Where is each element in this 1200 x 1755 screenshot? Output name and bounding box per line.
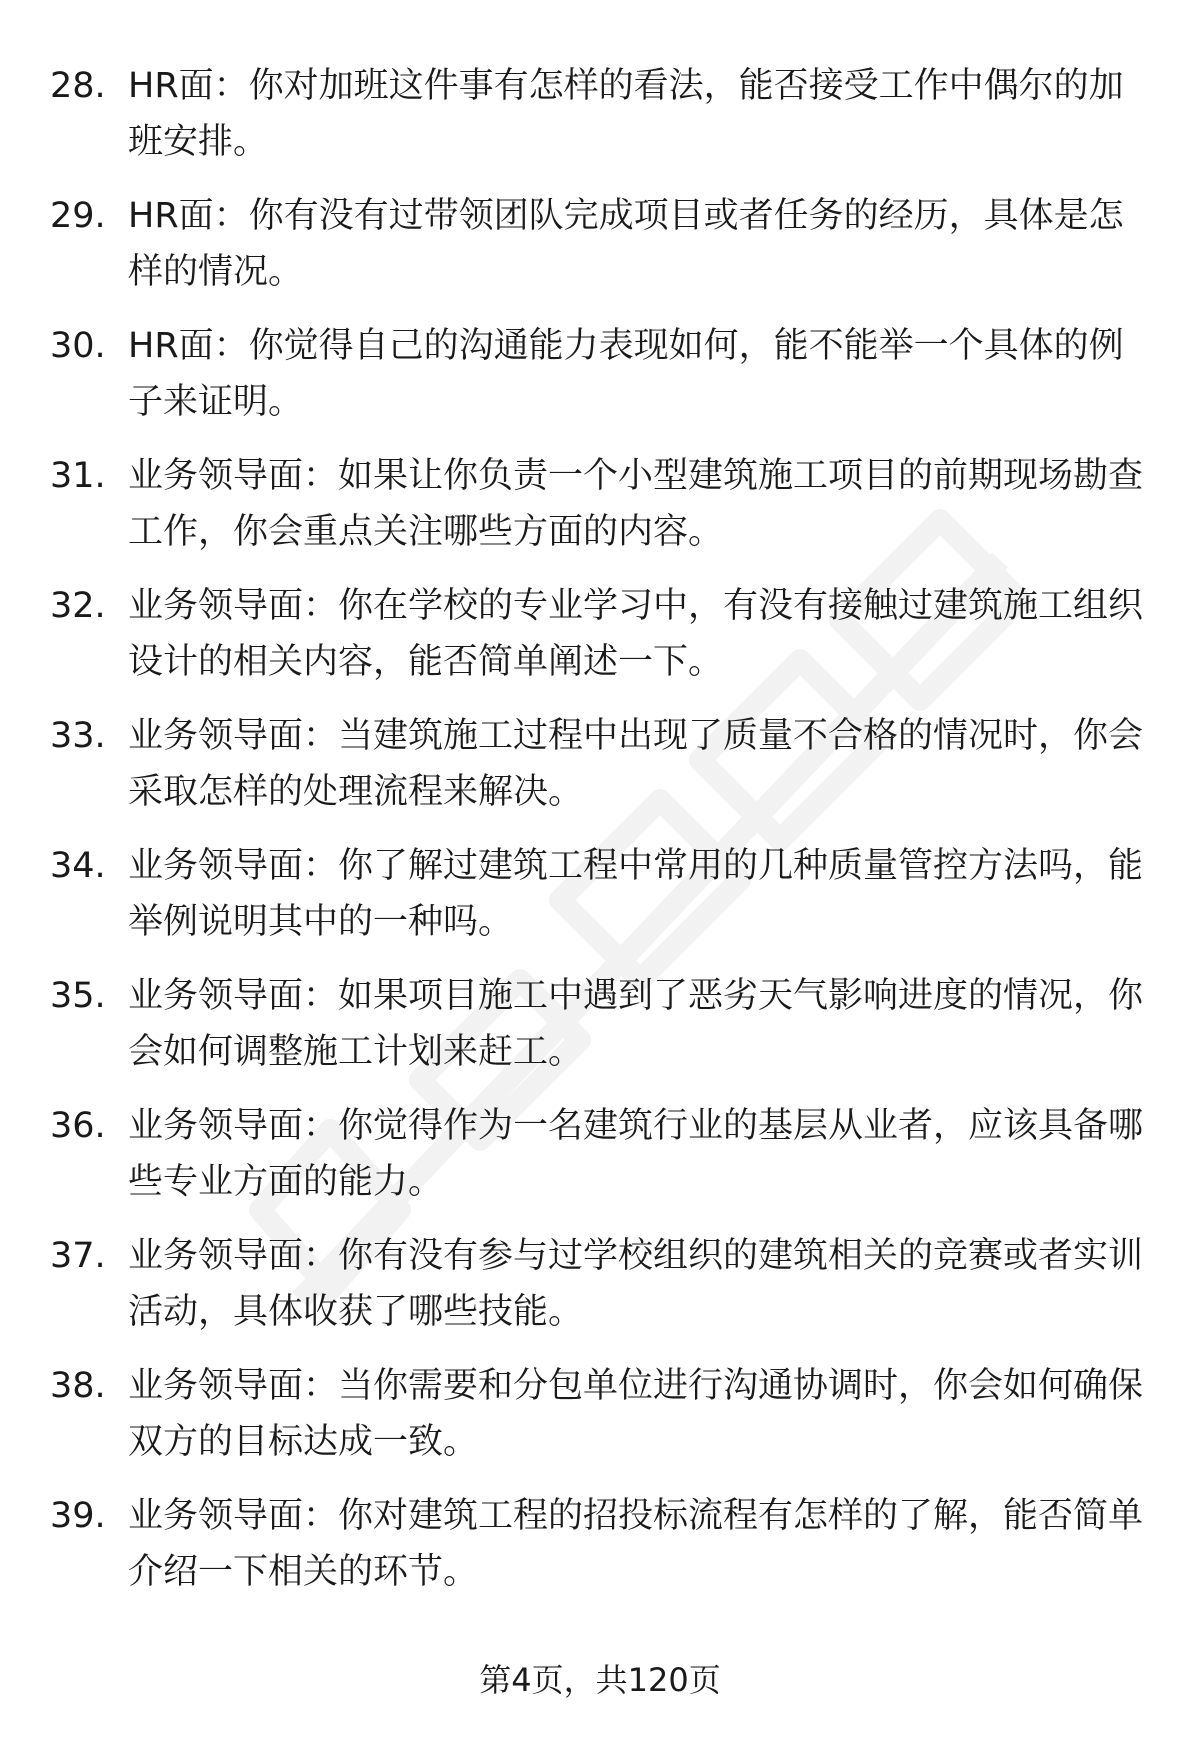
question-number: 36. xyxy=(50,1106,106,1146)
question-item xyxy=(0,838,1200,968)
question-number: 31. xyxy=(50,456,106,496)
question-number: 28. xyxy=(50,66,106,106)
question-text: HR面：你对加班这件事有怎样的看法，能否接受工作中偶尔的加班安排。 xyxy=(128,66,1124,162)
page-footer: 第4页，共120页 xyxy=(479,1661,721,1699)
question-item xyxy=(0,448,1200,578)
question-number: 35. xyxy=(50,976,106,1016)
question-item xyxy=(0,188,1200,318)
question-list xyxy=(0,58,1200,1618)
question-item xyxy=(0,58,1200,188)
question-item xyxy=(0,968,1200,1098)
question-text: 业务领导面：如果让你负责一个小型建筑施工项目的前期现场勘查工作，你会重点关注哪些方面的内容。 xyxy=(128,456,1144,552)
question-text: 业务领导面：当建筑施工过程中出现了质量不合格的情况时，你会采取怎样的处理流程来解决。 xyxy=(128,716,1144,812)
question-item xyxy=(0,1488,1200,1618)
question-number: 39. xyxy=(50,1496,106,1536)
question-text: HR面：你觉得自己的沟通能力表现如何，能不能举一个具体的例子来证明。 xyxy=(128,326,1124,422)
question-text: 业务领导面：如果项目施工中遇到了恶劣天气影响进度的情况，你会如何调整施工计划来赶工。 xyxy=(128,976,1144,1072)
question-item xyxy=(0,1228,1200,1358)
question-text: 业务领导面：当你需要和分包单位进行沟通协调时，你会如何确保双方的目标达成一致。 xyxy=(128,1366,1144,1462)
question-item xyxy=(0,1098,1200,1228)
question-text: 业务领导面：你觉得作为一名建筑行业的基层从业者，应该具备哪些专业方面的能力。 xyxy=(128,1106,1144,1202)
question-number: 37. xyxy=(50,1236,106,1276)
question-item xyxy=(0,578,1200,708)
question-text: 业务领导面：你对建筑工程的招投标流程有怎样的了解，能否简单介绍一下相关的环节。 xyxy=(128,1496,1144,1592)
question-text: 业务领导面：你有没有参与过学校组织的建筑相关的竞赛或者实训活动，具体收获了哪些技能。 xyxy=(128,1236,1144,1332)
question-number: 34. xyxy=(50,846,106,886)
question-item xyxy=(0,708,1200,838)
question-number: 33. xyxy=(50,716,106,756)
question-number: 30. xyxy=(50,326,106,366)
question-number: 29. xyxy=(50,196,106,236)
question-number: 32. xyxy=(50,586,106,626)
question-text: 业务领导面：你了解过建筑工程中常用的几种质量管控方法吗，能举例说明其中的一种吗。 xyxy=(128,846,1144,942)
question-item xyxy=(0,318,1200,448)
question-text: 业务领导面：你在学校的专业学习中，有没有接触过建筑施工组织设计的相关内容，能否简单阐述一下。 xyxy=(128,586,1144,682)
question-number: 38. xyxy=(50,1366,106,1406)
question-item xyxy=(0,1358,1200,1488)
question-text: HR面：你有没有过带领团队完成项目或者任务的经历，具体是怎样的情况。 xyxy=(128,196,1124,292)
